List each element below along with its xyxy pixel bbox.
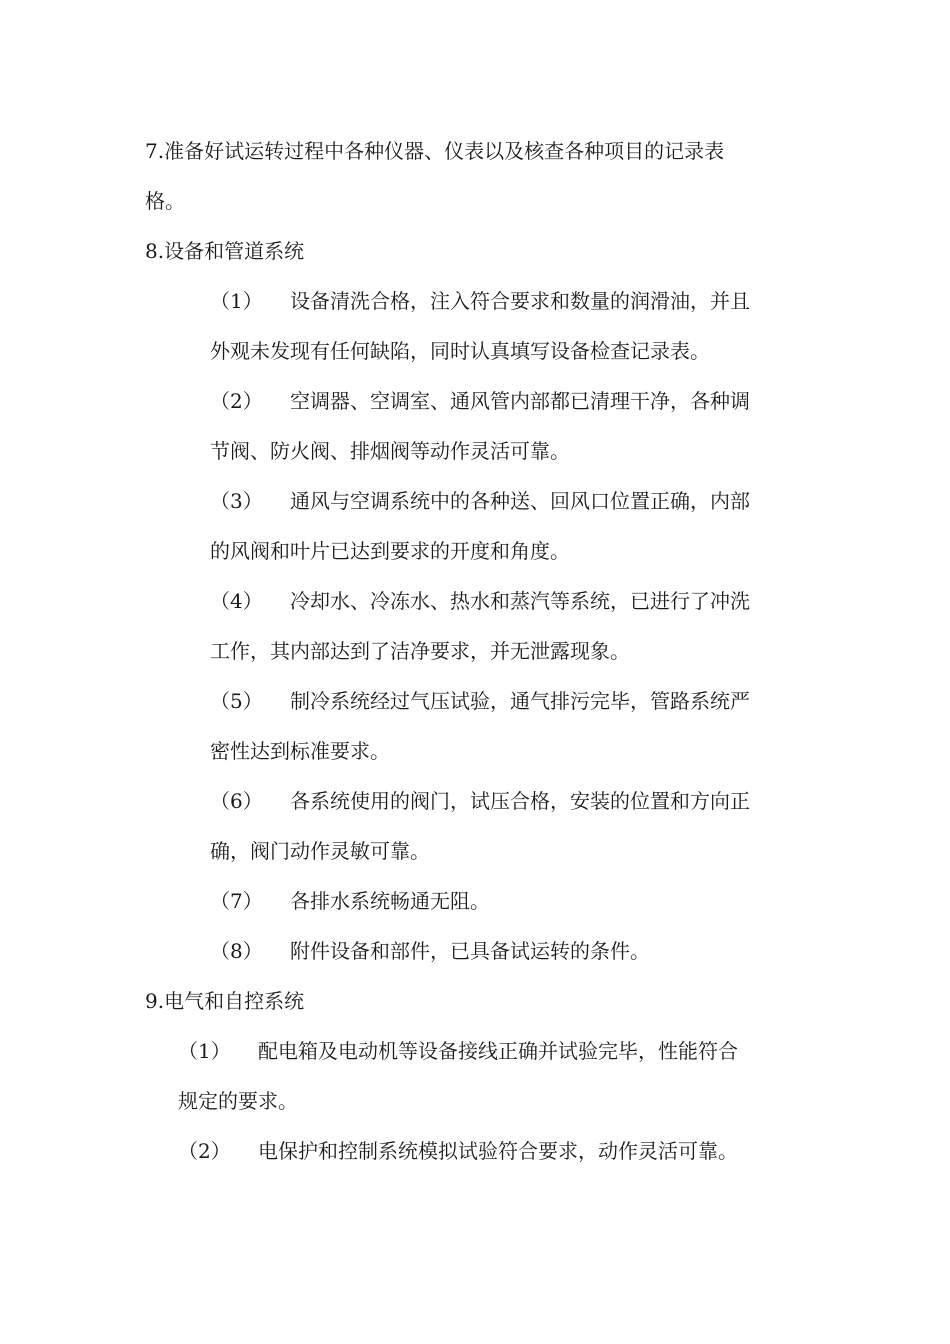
list-item-text-continued: 节阀、防火阀、排烟阀等动作灵活可靠。 (210, 439, 570, 463)
list-item-number: （1） (178, 1039, 231, 1063)
list-item-text-continued: 的风阀和叶片已达到要求的开度和角度。 (210, 539, 570, 563)
list-item-text: 制冷系统经过气压试验，通气排污完毕，管路系统严 (290, 689, 750, 713)
list-item-number: （3） (210, 489, 263, 513)
list-item-text-continued: 工作，其内部达到了洁净要求，并无泄露现象。 (210, 639, 630, 663)
list-item-number: （6） (210, 789, 263, 813)
list-item-number: （1） (210, 289, 263, 313)
list-item-text-continued: 密性达到标准要求。 (210, 739, 390, 763)
list-item-text: 通风与空调系统中的各种送、回风口位置正确，内部 (290, 489, 750, 513)
item7-line1: 7.准备好试运转过程中各种仪器、仪表以及核查各种项目的记录表 (145, 139, 725, 163)
list-item-number: （4） (210, 589, 263, 613)
list-item-text: 空调器、空调室、通风管内部都已清理干净，各种调 (290, 389, 750, 413)
list-item-number: （5） (210, 689, 263, 713)
list-item-text: 冷却水、冷冻水、热水和蒸汽等系统，已进行了冲洗 (290, 589, 750, 613)
list-item-text: 配电箱及电动机等设备接线正确并试验完毕，性能符合 (258, 1039, 738, 1063)
list-item-number: （8） (210, 939, 263, 963)
list-item-number: （7） (210, 889, 263, 913)
item7-line2: 格。 (145, 189, 185, 213)
section-8-heading: 8.设备和管道系统 (145, 239, 305, 263)
list-item-text-continued: 外观未发现有任何缺陷，同时认真填写设备检查记录表。 (210, 339, 710, 363)
list-item-text-continued: 确，阀门动作灵敏可靠。 (210, 839, 430, 863)
list-item-text: 附件设备和部件，已具备试运转的条件。 (290, 939, 650, 963)
list-item-number: （2） (178, 1139, 231, 1163)
list-item-text: 各排水系统畅通无阻。 (290, 889, 490, 913)
list-item-text: 设备清洗合格，注入符合要求和数量的润滑油，并且 (290, 289, 750, 313)
list-item-text-continued: 规定的要求。 (178, 1089, 298, 1113)
list-item-text: 电保护和控制系统模拟试验符合要求，动作灵活可靠。 (258, 1139, 738, 1163)
section-9-heading: 9.电气和自控系统 (145, 989, 305, 1013)
list-item-text: 各系统使用的阀门，试压合格，安装的位置和方向正 (290, 789, 750, 813)
list-item-number: （2） (210, 389, 263, 413)
